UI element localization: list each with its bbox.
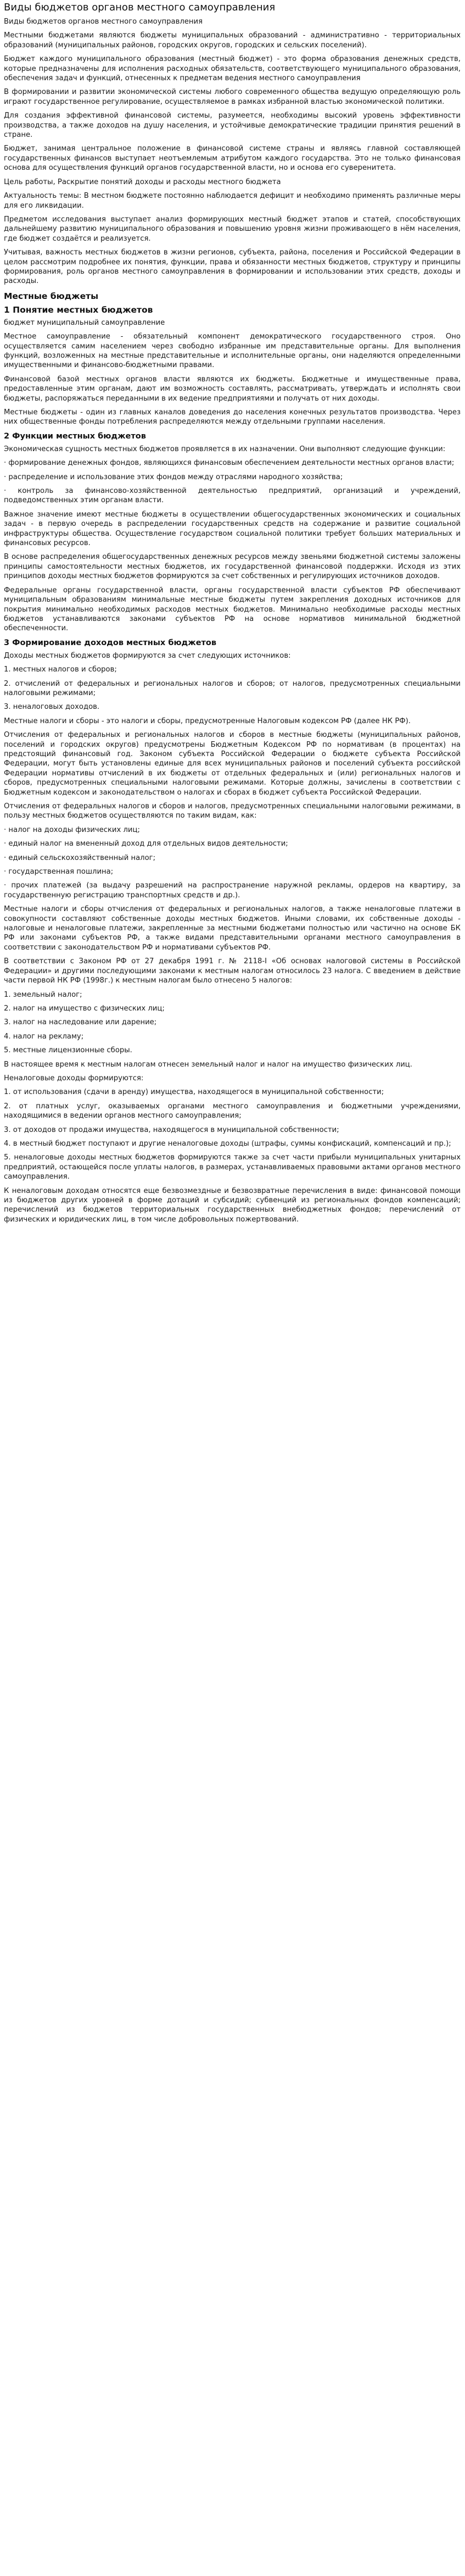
paragraph: Местные налоги и сборы - это налоги и сборы, предусмотренные Налоговым кодексом РФ (далее НК РФ). <box>4 717 411 725</box>
paragraph: 4. в местный бюджет поступают и другие неналоговые доходы (штрафы, суммы конфискаций, компенсаций и пр.); <box>4 1139 451 1148</box>
paragraph: 1. земельный налог; <box>4 990 82 999</box>
paragraph: 5. местные лицензионные сборы. <box>4 1046 132 1055</box>
paragraph: Местные налоги и сборы отчисления от федеральных и региональных налогов, а также неналоговые платежи в совокупности составляют собственные доходы местных бюджетов. Иными словами, их собственные доходы - налоговые и неналоговые платежи, закрепленные за местными бюджетами полностью или частично на основе БК РФ или законами субъектов РФ, а также видами представительными органами местного самоуправления в соответствии с законодательством РФ и нормативами субъектов РФ. <box>4 905 461 952</box>
paragraph: Местное самоуправление - обязательный компонент демократического государственного строя. Оно осуществляется самим населением через свободно избранные им представительные органы. Для выполнения функций, возложенных на местные представительные и исполнительные органы, они наделяются определенными имущественными и финансово-бюджетными правами. <box>4 332 461 370</box>
paragraph: Предметом исследования выступает анализ формирующих местный бюджет этапов и статей, способствующих дальнейшему развитию муниципального образования и повышению уровня жизни проживающего в нём населения, где бюджет создаётся и реализуется. <box>4 215 461 243</box>
section-2-body <box>4 445 461 634</box>
section-1-body <box>4 332 461 427</box>
paragraph: Федеральные органы государственной власти, органы государственной власти субъектов РФ обеспечивают муниципальным образованиям минимальные местные бюджеты путем закрепления доходных источников для покрытия минимально необходимых расходов местных бюджетов. Минимально необходимые расходы местных бюджетов устанавливаются законами субъектов РФ на основе нормативов минимальной бюджетной обеспеченности. <box>4 586 461 633</box>
paragraph: В соответствии с Законом РФ от 27 декабря 1991 г. № 2118-I «Об основах налоговой системы в Российской Федерации» и другими последующими законами к местным налогам относилось 23 налога. С введением в действие части первой НК РФ (1998г.) к местным налогам было отнесено 5 налогов: <box>4 957 461 985</box>
paragraph: · контроль за финансово-хозяйственной деятельностью предприятий, организаций и учреждений, подведомственных этим органам власти. <box>4 487 461 505</box>
paragraph: К неналоговым доходам относятся еще безвозмездные и безвозвратные перечисления в виде: финансовой помощи из бюджетов других уровней в форме дотаций и субсидий; субвенций из региональных фондов компенсаций; перечислений из бюджетов территориальных государственных внебюджетных фондов; перечислений от физических и юридических лиц, в том числе добровольных пожертвований. <box>4 1186 461 1224</box>
paragraph: 2. отчислений от федеральных и региональных налогов и сборов; от налогов, предусмотренных специальными налоговыми режимами; <box>4 679 461 697</box>
paragraph: · единый налог на вмененный доход для отдельных видов деятельности; <box>4 840 288 848</box>
paragraph: · государственная пошлина; <box>4 868 114 876</box>
paragraph: Для создания эффективной финансовой системы, разумеется, необходимы высокий уровень эффективности производства, а также доходов на душу населения, и устойчивые демократические традиции принятия решений в стране. <box>4 112 461 140</box>
paragraph: 2. налог на имущество с физических лиц; <box>4 1004 165 1013</box>
paragraph: · прочих платежей (за выдачу разрешений на распространение наружной рекламы, ордеров на квартиру, за государственную регистрацию транспортных средств и др.). <box>4 881 461 900</box>
document-subtitle: Виды бюджетов органов местного самоуправления <box>4 18 203 26</box>
paragraph: Актуальность темы: В местном бюджете постоянно наблюдается дефицит и необходимо применять различные меры для его ликвидации. <box>4 192 461 210</box>
paragraph: · налог на доходы физических лиц; <box>4 825 140 834</box>
section-heading-2: 2 Функции местных бюджетов <box>4 431 146 441</box>
paragraph: · формирование денежных фондов, являющихся финансовым обеспечением деятельности местных органов власти; <box>4 459 455 468</box>
paragraph: 3. налог на наследование или дарение; <box>4 1018 157 1027</box>
paragraph: 5. неналоговые доходы местных бюджетов формируются также за счет части прибыли муниципальных унитарных предприятий, остающейся после уплаты налогов, в размерах, устанавливаемых правовыми актами органов местного самоуправления. <box>4 1153 461 1181</box>
paragraph: Экономическая сущность местных бюджетов проявляется в их назначении. Они выполняют следующие функции: <box>4 445 446 453</box>
paragraph: 3. от доходов от продажи имущества, находящегося в муниципальной собственности; <box>4 1125 339 1134</box>
paragraph: В настоящее время к местным налогам отнесен земельный налог и налог на имущество физических лиц. <box>4 1060 412 1069</box>
paragraph: В формировании и развитии экономической системы любого современного общества ведущую определяющую роль играют государственное регулирование, осуществляемое в рамках избранной властью экономической политики. <box>4 88 461 106</box>
paragraph: Финансовой базой местных органов власти являются их бюджеты. Бюджетные и имущественные права, предоставленные этим органам, дают им возможность составлять, рассматривать, утверждать и исполнять свои бюджеты, распоряжаться переданными в их ведение предприятиями и получать от них доходы. <box>4 375 461 403</box>
paragraph: Учитывая, важность местных бюджетов в жизни регионов, субъекта, района, поселения и Российской Федерации в целом рассмотрим подробнее их понятия, функции, права и обязанности местных бюджетов, структуру и принципы формирования, роль органов местного самоуправления в формировании и использовании этих средств, доходы и расходы. <box>4 248 461 286</box>
paragraph: В основе распределения общегосударственных денежных ресурсов между звеньями бюджетной системы заложены принципы самостоятельности местных бюджетов, их государственной финансовой поддержки. Исходя из этих принципов доходы местных бюджетов формируются за счет собственных и регулирующих источников доходов. <box>4 553 461 581</box>
document-page <box>0 1 465 1224</box>
paragraph: Бюджет каждого муниципального образования (местный бюджет) - это форма образования денежных средств, которые предназначены для исполнения расходных обязательств, соответствующего муниципального образования, обеспечения задач и функций, отнесенных к предметам ведения местного самоуправления <box>4 55 461 83</box>
paragraph: Цель работы, Раскрытие понятий доходы и расходы местного бюджета <box>4 177 281 186</box>
intro-section <box>4 31 461 286</box>
paragraph: Важное значение имеют местные бюджеты в осуществлении общегосударственных экономических и социальных задач - в первую очередь в распределении государственных средств на содержание и развитие социальной инфраструктуры общества. Осуществление государством социальной политики требует больших материальных и финансовых ресурсов. <box>4 510 461 548</box>
section-1-lead: бюджет муниципальный самоуправление <box>4 318 165 327</box>
paragraph: Доходы местных бюджетов формируются за счет следующих источников: <box>4 651 291 660</box>
paragraph: Отчисления от федеральных и региональных налогов и сборов в местные бюджеты (муниципальных районов, поселений и городских округов) предусмотрены Бюджетным Кодексом РФ по нормативам (в процентах) на предстоящий финансовый год. Законом субъекта Российской Федерации о бюджете субъекта Российской Федерации, могут быть установлены единые для всех муниципальных районов и поселений субъекта российской Федерации нормативы отчислений в их бюджеты от отдельных федеральных и (или) региональных налогов и сборов, предусмотренных специальными налоговыми режимами. Которые должны, зачислены в соответствии с Бюджетным кодексом и законодательством о налогах и сборах в бюджет субъекта Российской Федерации. <box>4 731 461 797</box>
paragraph: Местными бюджетами являются бюджеты муниципальных образований - административно - территориальных образований (муниципальных районов, городских округов, городских и сельских поселений). <box>4 31 461 49</box>
section-heading-3: 3 Формирование доходов местных бюджетов <box>4 638 217 647</box>
paragraph: Бюджет, занимая центральное положение в финансовой системе страны и являясь главной составляющей государственных финансов выступает неотъемлемым атрибутом каждого государства. Это не только финансовая основа для осуществления функций органов государственной власти, но и основа его суверенитета. <box>4 145 461 173</box>
section-heading-main: Местные бюджеты <box>4 291 99 301</box>
paragraph: 1. от использования (сдачи в аренду) имущества, находящегося в муниципальной собственности; <box>4 1088 384 1097</box>
paragraph: Отчисления от федеральных налогов и сборов и налогов, предусмотренных специальными налоговыми режимами, в пользу местных бюджетов осуществляются по таким видам, как: <box>4 802 461 820</box>
paragraph: Местные бюджеты - один из главных каналов доведения до населения конечных результатов производства. Через них общественные фонды потребления распределяются между отдельными группами населения. <box>4 408 461 426</box>
paragraph: · распределение и использование этих фондов между отраслями народного хозяйства; <box>4 473 343 481</box>
section-3-body <box>4 651 461 1225</box>
paragraph: 2. от платных услуг, оказываемых органами местного самоуправления и бюджетными учреждениями, находящимися в ведении органов местного самоуправления; <box>4 1102 461 1120</box>
paragraph: 3. неналоговых доходов. <box>4 703 100 712</box>
paragraph: 1. местных налогов и сборов; <box>4 665 117 674</box>
paragraph: 4. налог на рекламу; <box>4 1032 84 1041</box>
section-heading-1: 1 Понятие местных бюджетов <box>4 304 153 315</box>
paragraph: · единый сельскохозяйственный налог; <box>4 853 156 862</box>
document-title: Виды бюджетов органов местного самоуправления <box>4 2 276 13</box>
paragraph: Неналоговые доходы формируются: <box>4 1074 144 1082</box>
